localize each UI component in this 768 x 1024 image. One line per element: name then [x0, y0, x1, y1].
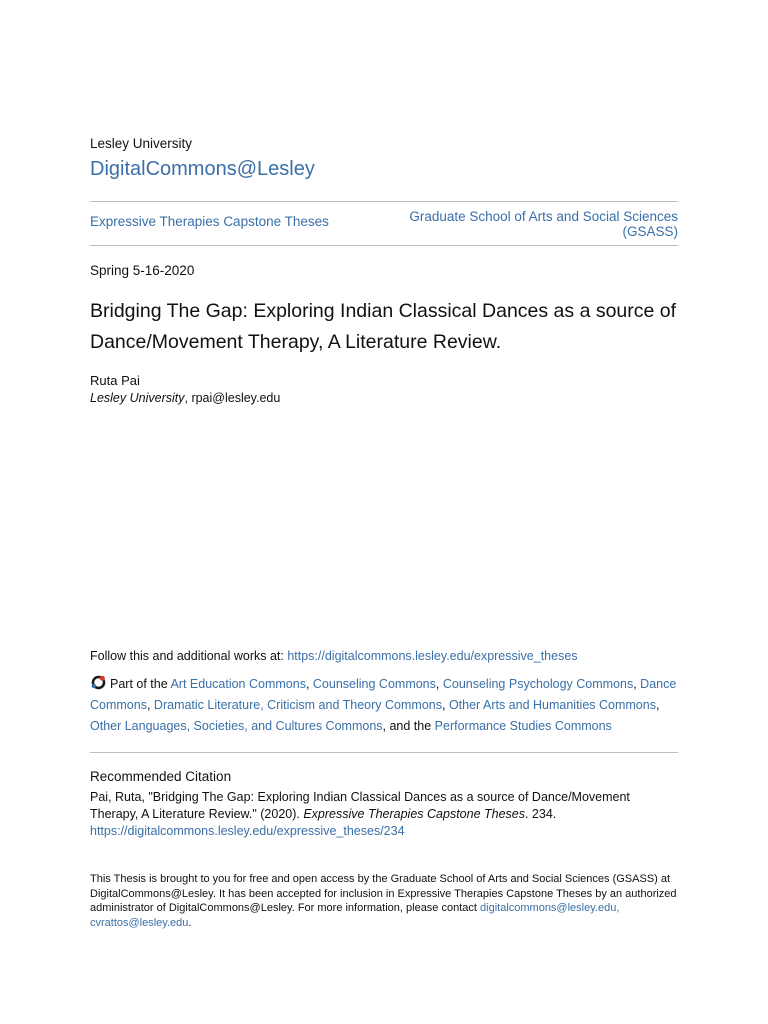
repository-link[interactable]: DigitalCommons@Lesley — [90, 158, 315, 180]
commons-sep: , — [633, 677, 641, 691]
author-affiliation — [90, 391, 280, 405]
citation-divider — [90, 752, 678, 753]
cover-page — [90, 0, 678, 1024]
commons-sep: , — [441, 698, 449, 712]
commons-and-the: , and the — [382, 719, 435, 733]
commons-sep: , — [305, 677, 313, 691]
commons-link-other-arts[interactable]: Other Arts and Humanities Commons — [448, 698, 656, 712]
contact-emails-link[interactable]: digitalcommons@lesley.edu, cvrattos@lesley.edu — [90, 902, 620, 929]
follow-label: Follow this and additional works at: — [90, 649, 288, 663]
part-of-commons — [90, 674, 678, 737]
series-divider — [90, 245, 678, 246]
citation-url-link[interactable]: https://digitalcommons.lesley.edu/expressive_theses/234 — [90, 824, 405, 838]
commons-link-dramatic-literature[interactable]: Dramatic Literature, Criticism and Theory Commons — [153, 698, 442, 712]
commons-link-other-languages[interactable]: Other Languages, Societies, and Cultures Commons — [90, 719, 383, 733]
commons-link-performance-studies[interactable]: Performance Studies Commons — [434, 719, 612, 733]
commons-link-art-education[interactable]: Art Education Commons — [170, 677, 306, 691]
follow-url-link[interactable]: https://digitalcommons.lesley.edu/expressive_theses — [287, 649, 578, 663]
citation-heading: Recommended Citation — [90, 769, 232, 784]
school-link[interactable] — [378, 209, 678, 239]
affiliation-name: Lesley University — [90, 391, 185, 405]
author-name: Ruta Pai — [90, 373, 140, 388]
document-title: Bridging The Gap: Exploring Indian Classical Dances as a source of Dance/Movement Therapy, A Literature Review. — [90, 300, 677, 353]
affiliation-separator: , — [184, 391, 192, 405]
notice-end: . — [188, 916, 192, 929]
part-of-prefix: Part of the — [110, 677, 171, 691]
commons-sep: , — [435, 677, 443, 691]
follow-line — [90, 649, 578, 663]
citation-body — [90, 789, 678, 840]
commons-sep: , — [655, 698, 660, 712]
school-line-1: Graduate School of Arts and Social Sciences — [409, 209, 678, 224]
network-commons-icon — [90, 674, 107, 691]
access-notice — [90, 872, 678, 930]
citation-number: . 234. — [524, 807, 557, 821]
commons-link-counseling[interactable]: Counseling Commons — [312, 677, 436, 691]
commons-link-dance[interactable]: Dance Commons — [90, 677, 677, 712]
series-link[interactable]: Expressive Therapies Capstone Theses — [90, 214, 329, 229]
commons-sep: , — [146, 698, 154, 712]
commons-link-counseling-psychology[interactable]: Counseling Psychology Commons — [442, 677, 634, 691]
top-divider — [90, 201, 678, 202]
author-email: rpai@lesley.edu — [191, 391, 281, 405]
notice-text: This Thesis is brought to you for free and open access by the Graduate School of Arts and Social Sciences (GSASS) at DigitalCommons@Lesley. It has been accepted for inclusion in Expressive Therapies Capstone Theses by an authorized administrator of DigitalCommons@Lesley. For more information, please contact — [90, 873, 677, 914]
publication-date: Spring 5-16-2020 — [90, 263, 195, 278]
citation-journal: Expressive Therapies Capstone Theses — [303, 807, 525, 821]
institution-name: Lesley University — [90, 136, 193, 151]
school-line-2: (GSASS) — [622, 224, 678, 239]
citation-text: Pai, Ruta, "Bridging The Gap: Exploring Indian Classical Dances as a source of Dance/Movement Therapy, A Literature Review." (2020). — [90, 790, 630, 821]
